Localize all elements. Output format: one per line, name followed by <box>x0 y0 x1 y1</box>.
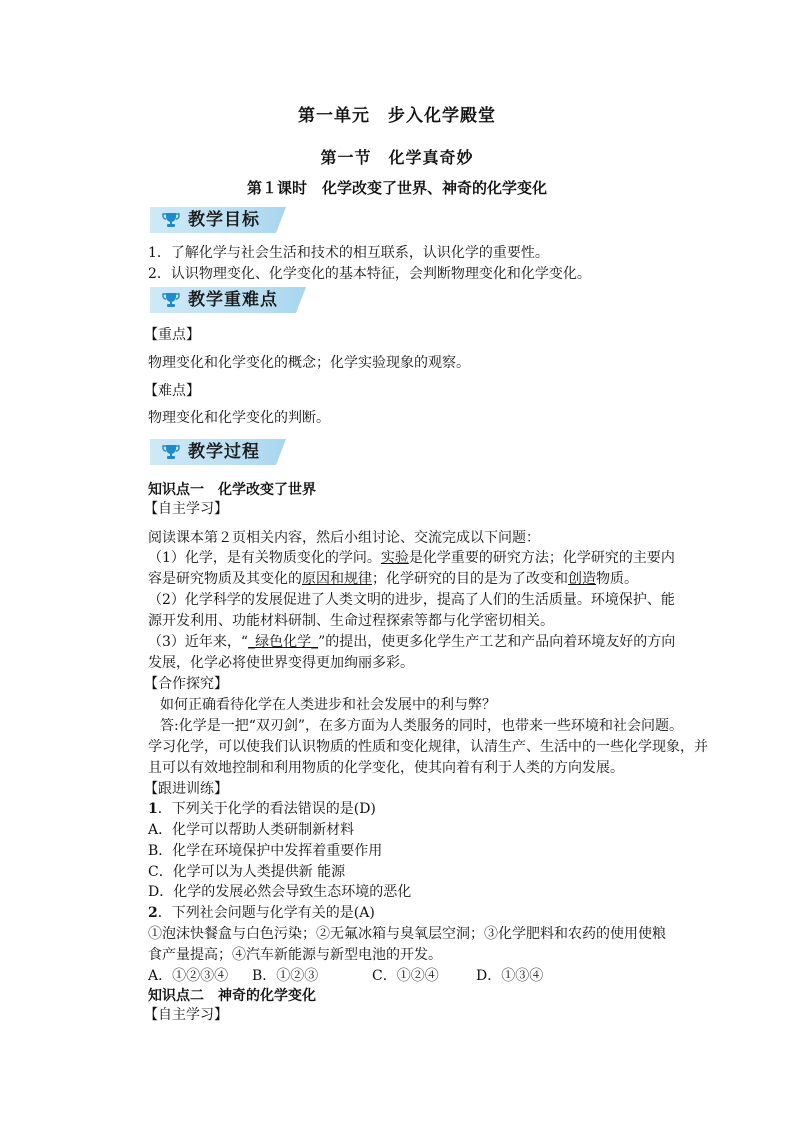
exercise-1-option: D．化学的发展必然会导致生态环境的恶化 <box>148 884 412 900</box>
section-title: 第一节 化学真奇妙 <box>320 148 474 167</box>
lesson-title: 第１课时 化学改变了世界、神奇的化学变化 <box>246 179 547 197</box>
exercise-2-line2: 食产量提高；④汽车新能源与新型电池的开发。 <box>148 947 442 963</box>
kp1-title: 知识点一 化学改变了世界 <box>148 482 316 498</box>
kp1-q2-line1: （2）化学科学的发展促进了人类文明的进步，提高了人们的生活质量。环境保护、能 <box>148 592 675 608</box>
exercise-2-stem: 2．下列社会问题与化学有关的是(A) <box>148 905 375 921</box>
nandian-label: 【难点】 <box>144 383 200 399</box>
kp1-coop-answer-line3: 且可以有效地控制和利用物质的化学变化，使其向着有利于人类的方向发展。 <box>148 760 624 776</box>
banner-teaching-process <box>150 439 300 465</box>
kp1-coop-answer-line2: 学习化学，可以使我们认识物质的性质和变化规律，认清生产、生活中的一些化学现象，并 <box>148 739 708 755</box>
goal-item: 1．了解化学与社会生活和技术的相互联系，认识化学的重要性。 <box>148 245 549 261</box>
exercise-1-option: B．化学在环境保护中发挥着重要作用 <box>148 843 383 859</box>
kp2-self-study-label: 【自主学习】 <box>144 1007 228 1023</box>
exercise-2-option-b: B．①②③ <box>252 968 319 984</box>
banner-label: 教学重难点 <box>188 290 278 310</box>
goal-item: 2．认识物理变化、化学变化的基本特征，会判断物理变化和化学变化。 <box>148 266 591 282</box>
exercise-2-option-d: D．①③④ <box>476 968 544 984</box>
kp2-title: 知识点二 神奇的化学变化 <box>148 988 316 1004</box>
kp1-q1-line2: 容是研究物质及其变化的原因和规律；化学研究的目的是为了改变和创造物质。 <box>148 571 638 587</box>
zhongdian-text: 物理变化和化学变化的概念；化学实验现象的观察。 <box>148 355 470 371</box>
banner-label: 教学目标 <box>188 210 260 230</box>
kp1-q1-line1: （1）化学，是有关物质变化的学问。实验是化学重要的研究方法；化学研究的主要内 <box>148 550 675 566</box>
nandian-text: 物理变化和化学变化的判断。 <box>148 410 330 426</box>
exercise-1-option: C．化学可以为人类提供新 能源 <box>148 864 346 880</box>
kp1-q2-line2: 源开发利用、功能材料研制、生命过程探索等都与化学密切相关。 <box>148 613 554 629</box>
kp1-q3-line1: （3）近年来，“_绿色化学_”的提出，使更多化学生产工艺和产品向着环境友好的方向 <box>148 634 676 650</box>
kp1-q3-line2: 发展，化学必将使世界变得更加绚丽多彩。 <box>148 655 414 671</box>
kp1-intro: 阅读课本第２页相关内容，然后小组讨论、交流完成以下问题： <box>148 530 540 546</box>
exercise-1-stem: 1．下列关于化学的看法错误的是(D) <box>148 801 376 817</box>
trophy-icon <box>162 444 180 460</box>
kp1-coop-label: 【合作探究】 <box>144 676 228 692</box>
answer-blank: _绿色化学_ <box>248 634 319 650</box>
kp1-self-study-label: 【自主学习】 <box>144 501 228 517</box>
unit-title: 第一单元 步入化学殿堂 <box>298 106 496 126</box>
banner-teaching-goals <box>150 207 300 233</box>
exercise-1-option: A．化学可以帮助人类研制新材料 <box>148 822 355 838</box>
answer-blank: 实验 <box>380 550 409 566</box>
trophy-icon <box>162 212 180 228</box>
kp1-practice-label: 【跟进训练】 <box>144 781 228 797</box>
answer-blank: 原因和规律 <box>302 571 372 587</box>
exercise-2-option-a: A．①②③④ <box>148 968 229 984</box>
exercise-2-option-c: C．①②④ <box>372 968 439 984</box>
banner-label: 教学过程 <box>188 442 260 462</box>
zhongdian-label: 【重点】 <box>144 327 200 343</box>
banner-key-points <box>150 287 320 313</box>
kp1-coop-question: 如何正确看待化学在人类进步和社会发展中的利与弊？ <box>160 697 496 713</box>
kp1-coop-answer-line1: 答:化学是一把“双刃剑”，在多方面为人类服务的同时，也带来一些环境和社会问题。 <box>160 718 684 734</box>
answer-blank: 创造 <box>568 571 596 587</box>
trophy-icon <box>162 292 180 308</box>
exercise-2-line1: ①泡沫快餐盒与白色污染；②无氟冰箱与臭氧层空洞；③化学肥料和农药的使用使粮 <box>148 926 666 942</box>
